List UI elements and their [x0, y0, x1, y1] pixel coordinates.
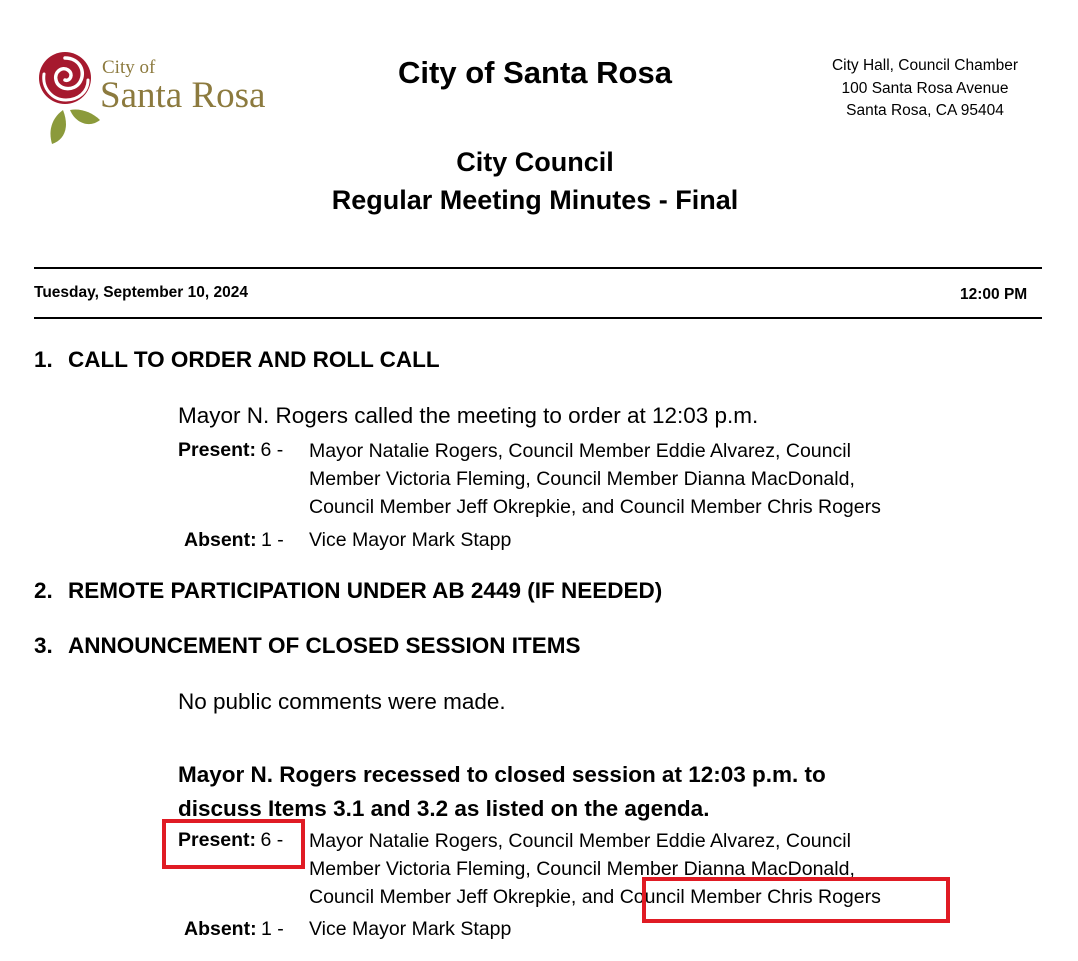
highlighted-name: Council Member Chris Rogers [619, 886, 881, 908]
absent-label: Absent: [184, 529, 257, 551]
meeting-date: Tuesday, September 10, 2024 [34, 284, 248, 301]
address-line: City Hall, Council Chamber [831, 57, 1019, 74]
recess-line: Mayor N. Rogers recessed to closed session at 12:03 p.m. to [178, 762, 826, 787]
absent-count: 1 - [261, 918, 284, 940]
names-line: Member Victoria Fleming, Council Member Dianna MacDonald, [309, 858, 855, 880]
names-line: Member Victoria Fleming, Council Member Dianna MacDonald, [309, 468, 855, 490]
section-title: REMOTE PARTICIPATION UNDER AB 2449 (IF NEEDED) [68, 578, 663, 603]
document-title: Regular Meeting Minutes - Final [331, 185, 739, 215]
names-line: Mayor Natalie Rogers, Council Member Eddie Alvarez, Council [309, 440, 851, 462]
absent-count: 1 - [261, 529, 284, 551]
section-heading [34, 578, 662, 604]
absent-names: Vice Mayor Mark Stapp [309, 918, 512, 940]
section-paragraph: No public comments were made. [178, 689, 506, 714]
present-label: Present: [178, 439, 257, 461]
section-title: CALL TO ORDER AND ROLL CALL [68, 347, 440, 372]
present-names [309, 437, 881, 521]
section-number: 1. [34, 347, 53, 372]
org-name: City of Santa Rosa [398, 55, 672, 90]
divider [34, 317, 1042, 319]
recess-statement [178, 758, 826, 826]
highlight-box-chris-rogers [642, 877, 950, 923]
highlight-box-present-count [162, 819, 305, 869]
divider [34, 267, 1042, 269]
section-number: 2. [34, 578, 53, 603]
names-line-prefix: Council Member Jeff Okrepkie, and [309, 886, 620, 908]
address-line: Santa Rosa, CA 95404 [846, 102, 1004, 119]
present-label: Present: [178, 829, 257, 851]
section-number: 3. [34, 633, 53, 658]
present-label-group [178, 439, 283, 462]
section-heading [34, 347, 440, 373]
meeting-time: 12:00 PM [960, 286, 1028, 303]
logo-city-of: City of [102, 57, 156, 78]
absent-label-group [184, 918, 284, 941]
present-count: 6 - [260, 439, 284, 461]
present-count: 6 - [260, 829, 284, 851]
names-line: Council Member Jeff Okrepkie, and Council Member Chris Rogers [309, 496, 881, 518]
names-line: Mayor Natalie Rogers, Council Member Eddie Alvarez, Council [309, 830, 851, 852]
address-line: 100 Santa Rosa Avenue [841, 79, 1009, 97]
section-title: ANNOUNCEMENT OF CLOSED SESSION ITEMS [68, 633, 581, 658]
absent-names: Vice Mayor Mark Stapp [309, 529, 512, 551]
logo-name: Santa Rosa [100, 75, 266, 116]
body-name: City Council [456, 147, 614, 177]
absent-label-group [184, 529, 284, 552]
section-paragraph: Mayor N. Rogers called the meeting to order at 12:03 p.m. [178, 403, 759, 428]
address [800, 55, 1050, 123]
recess-line: discuss Items 3.1 and 3.2 as listed on the agenda. [178, 796, 710, 821]
section-heading [34, 633, 581, 659]
absent-label: Absent: [184, 918, 257, 940]
